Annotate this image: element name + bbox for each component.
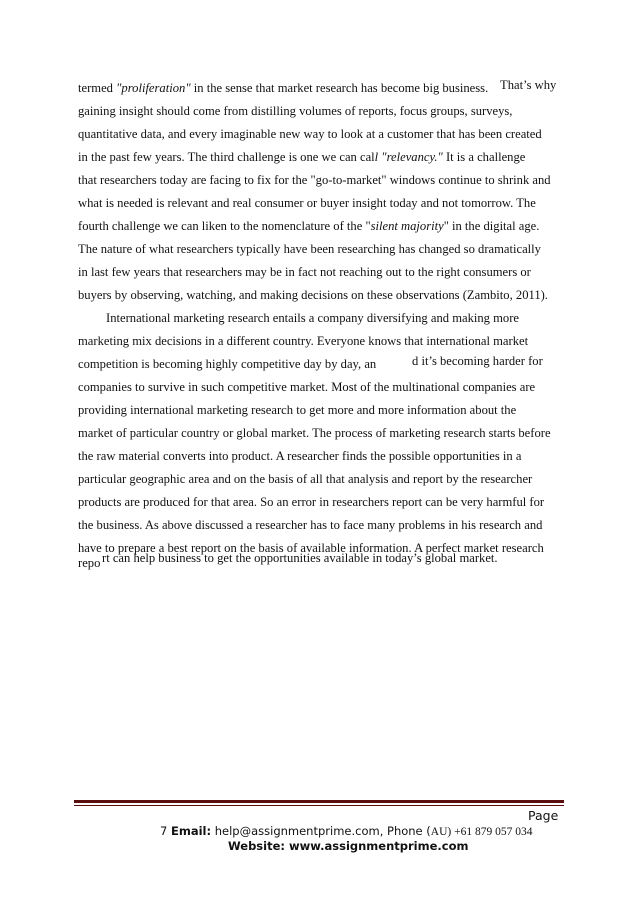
text-line-14: companies to survive in such competitive market. Most of the multinational companies are — [78, 380, 536, 394]
text-line-22-start: repo — [78, 556, 101, 570]
text-line-10: buyers by observing, watching, and making decisions on these observations (Zambito, 2011). — [78, 288, 548, 302]
text-line-3: quantitative data, and every imaginable new way to look at a customer that has been created — [78, 127, 542, 141]
footer-divider-thick — [74, 800, 564, 803]
text-line-19: products are produced for that area. So an error in researchers report can be very harmful for — [78, 495, 545, 509]
text-line-6: what is needed is relevant and real consumer or buyer insight today and not tomorrow. The — [78, 196, 536, 210]
footer-contact-line — [160, 824, 532, 838]
text-line-2: gaining insight should come from distilling volumes of reports, focus groups, surveys, — [78, 104, 513, 118]
text-line-7: fourth challenge we can liken to the nomenclature of the "silent majority" in the digital age. — [78, 219, 540, 233]
country-code: AU — [430, 826, 448, 838]
phone-number: ) +61 879 057 034 — [447, 826, 533, 838]
text-line-9: in last few years that researchers may be in fact not reaching out to the right consumers or — [78, 265, 531, 279]
text-line-17: the raw material converts into product. A researcher finds the possible opportunities in a — [78, 449, 522, 463]
footer-website: Website: www.assignmentprime.com — [228, 839, 469, 853]
footer-page-label: Page — [528, 808, 559, 823]
text-line-21: have to prepare a best report on the basis of available information. A perfect market research — [78, 541, 544, 555]
text-line-20: the business. As above discussed a researcher has to face many problems in his research and — [78, 518, 543, 532]
text-line-12: marketing mix decisions in a different country. Everyone knows that international market — [78, 334, 529, 348]
text-line-13: competition is becoming highly competitive day by day, an — [78, 357, 377, 371]
footer-divider-thin — [74, 805, 564, 806]
page-number: 7 — [160, 824, 168, 838]
text-line-18: particular geographic area and on the basis of all that analysis and report by the researcher — [78, 472, 533, 486]
email-and-phone-prefix: help@assignmentprime.com, Phone ( — [214, 824, 431, 838]
email-label: Email: — [170, 824, 212, 838]
text-line-4: in the past few years. The third challenge is one we can call "relevancy." It is a challenge — [78, 150, 526, 164]
text-line-1: termed "proliferation" in the sense that market research has become big business. — [78, 81, 489, 95]
text-line-1-tail: That’s why — [500, 78, 557, 92]
text-line-13-tail: d it’s becoming harder for — [412, 354, 543, 368]
text-line-22: rt can help business to get the opportunities available in today’s global market. — [102, 551, 498, 565]
text-line-15: providing international marketing research to get more and more information about the — [78, 403, 517, 417]
text-line-16: market of particular country or global market. The process of marketing research starts before — [78, 426, 551, 440]
text-line-11-paragraph-start: International marketing research entails a company diversifying and making more — [106, 311, 519, 325]
text-line-5: that researchers today are facing to fix for the "go-to-market" windows continue to shrink and — [78, 173, 551, 187]
text-line-8: The nature of what researchers typically have been researching has changed so dramatically — [78, 242, 541, 256]
